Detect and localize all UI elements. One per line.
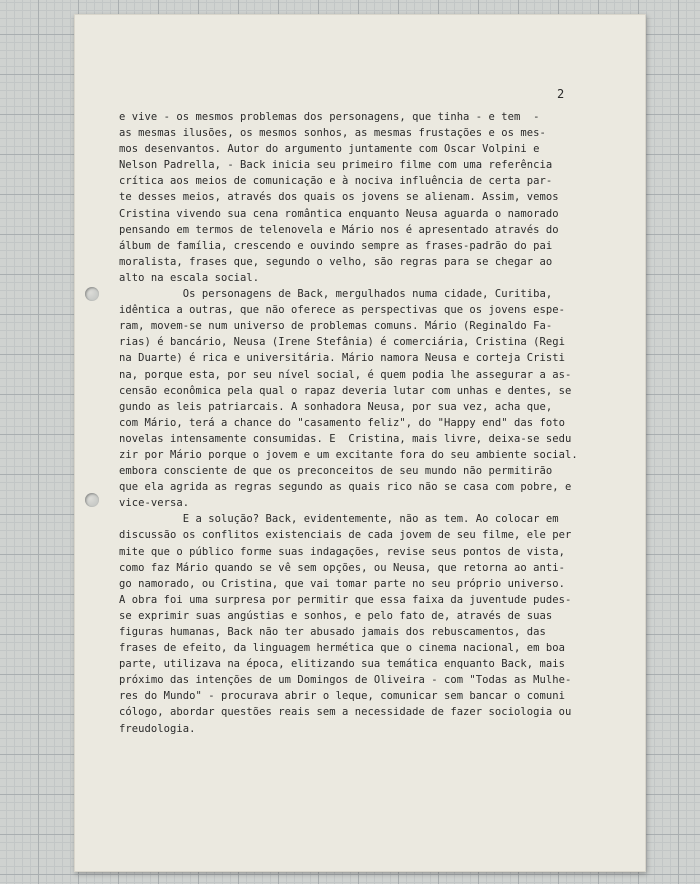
punch-hole-upper [85, 287, 99, 301]
text-line: ram, movem-se num universo de problemas comuns. Mário (Reginaldo Fa- [119, 320, 553, 333]
text-line: go namorado, ou Cristina, que vai tomar parte no seu próprio universo. [119, 577, 566, 590]
text-line: com Mário, terá a chance do "casamento feliz", do "Happy end" das foto [119, 416, 566, 429]
text-line: as mesmas ilusões, os mesmos sonhos, as mesmas frustações e os mes- [119, 127, 546, 140]
text-line: gundo as leis patriarcais. A sonhadora Neusa, por sua vez, acha que, [119, 400, 553, 413]
text-line: rias) é bancário, Neusa (Irene Stefânia) é comerciária, Cristina (Regi [119, 336, 566, 349]
text-line: Nelson Padrella, - Back inicia seu primeiro filme com uma referência [119, 159, 553, 172]
page-number: 2 [557, 87, 565, 101]
typewritten-page [74, 14, 646, 872]
text-line: álbum de família, crescendo e ouvindo sempre as frases-padrão do pai [119, 239, 553, 252]
text-line: novelas intensamente consumidas. E Cristina, mais livre, deixa-se sedu [119, 432, 572, 445]
text-line: figuras humanas, Back não ter abusado jamais dos rebuscamentos, das [119, 626, 546, 638]
punch-hole-lower [85, 493, 99, 507]
text-line: pensando em termos de telenovela e Mário nos é apresentado através do [119, 223, 559, 236]
text-line: se exprimir suas angústias e sonhos, e pelo fato de, através de suas [119, 609, 553, 622]
text-line: te desses meios, através dos quais os jovens se alienam. Assim, vemos [119, 191, 559, 204]
text-line: vice-versa. [119, 497, 190, 510]
text-line: alto na escala social. [119, 271, 260, 284]
text-line: mite que o público forme suas indagações, revise seus pontos de vista, [119, 545, 566, 558]
text-line: parte, utilizava na época, elitizando sua temática enquanto Back, mais [119, 658, 566, 671]
text-line: moralista, frases que, segundo o velho, são regras para se chegar ao [119, 255, 553, 268]
text-line: Cristina vivendo sua cena romântica enquanto Neusa aguarda o namorado [119, 207, 559, 220]
text-line: freudologia. [119, 722, 196, 735]
text-line: embora consciente de que os preconceitos de seu mundo não permitirão [119, 465, 553, 478]
text-line: próximo das intenções de um Domingos de Oliveira - com "Todas as Mulhe- [119, 674, 572, 687]
text-line: zir por Mário porque o jovem e um excitante fora do seu ambiente social. [119, 448, 578, 461]
text-line: censão econômica pela qual o rapaz deveria lutar com unhas e dentes, se [119, 384, 572, 397]
text-line: frases de efeito, da linguagem hermética que o cinema nacional, em boa [119, 642, 566, 655]
text-line: A obra foi uma surpresa por permitir que essa faixa da juventude pudes- [119, 593, 572, 606]
text-line: res do Mundo" - procurava abrir o leque, comunicar sem bancar o comuni [119, 690, 566, 703]
body-text [119, 109, 599, 737]
text-line: Os personagens de Back, mergulhados numa cidade, Curitiba, [119, 288, 553, 301]
text-line: discussão os conflitos existenciais de cada jovem de seu filme, ele per [119, 529, 572, 542]
text-line: na Duarte) é rica e universitária. Mário namora Neusa e corteja Cristi [119, 352, 566, 365]
text-line: na, porque esta, por seu nível social, é quem podia lhe assegurar a as- [119, 368, 572, 381]
text-line: crítica aos meios de comunicação e à nociva influência de certa par- [119, 175, 553, 188]
text-line: E a solução? Back, evidentemente, não as tem. Ao colocar em [119, 513, 559, 526]
text-line: idêntica a outras, que não oferece as perspectivas que os jovens espe- [119, 304, 566, 317]
text-line: como faz Mário quando se vê sem opções, ou Neusa, que retorna ao anti- [119, 561, 566, 574]
text-line: cólogo, abordar questões reais sem a necessidade de fazer sociologia ou [119, 706, 572, 719]
text-line: e vive - os mesmos problemas dos personagens, que tinha - e tem - [119, 111, 540, 123]
text-line: mos desenvantos. Autor do argumento juntamente com Oscar Volpini e [119, 143, 540, 156]
text-line: que ela agrida as regras segundo as quais rico não se casa com pobre, e [119, 481, 572, 494]
